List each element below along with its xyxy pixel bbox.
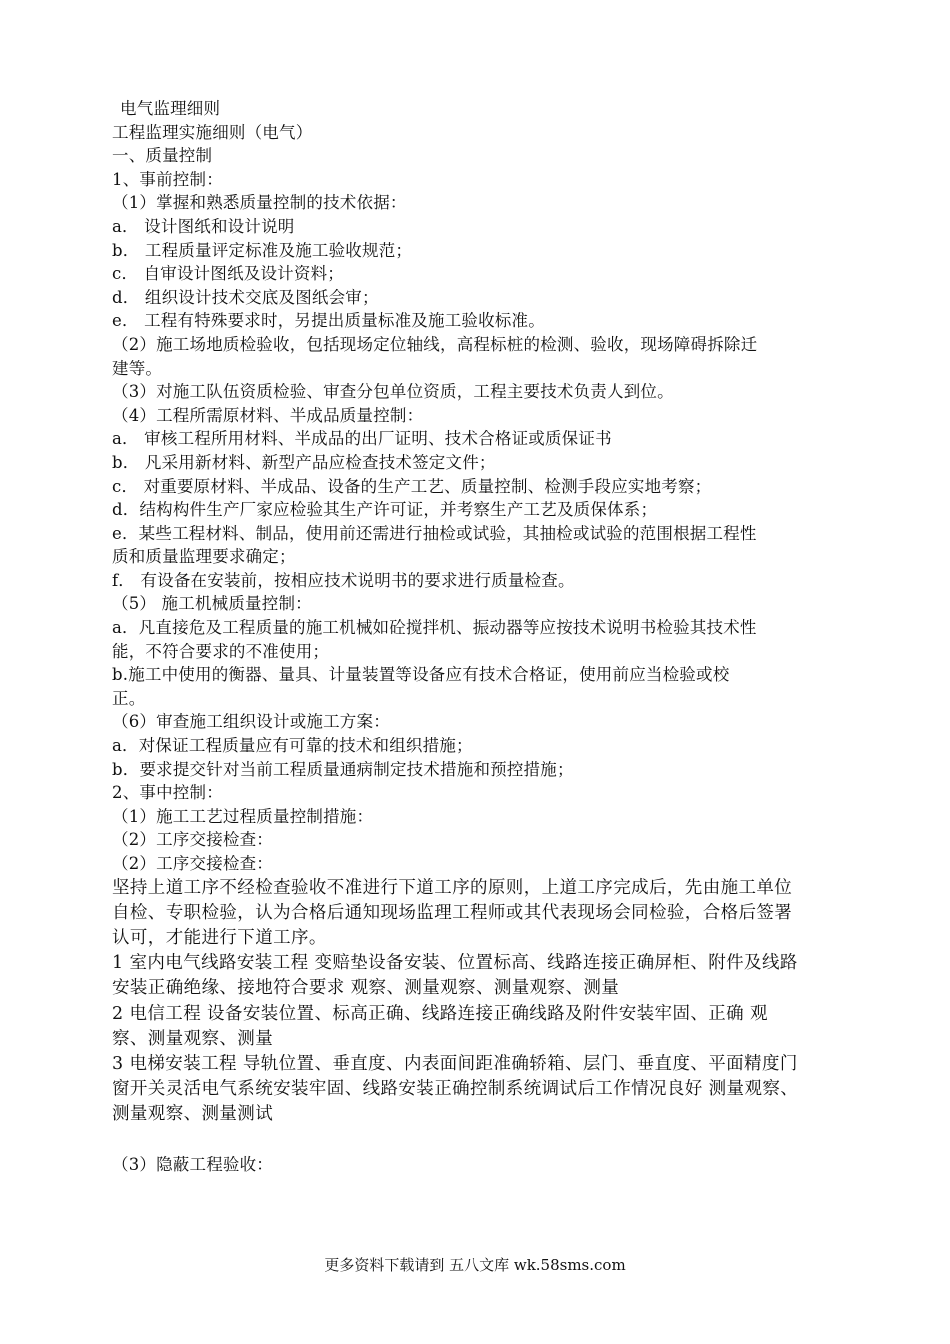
subsection-heading: 2、事中控制：: [112, 783, 223, 803]
text-line: （5） 施工机械质量控制：: [112, 594, 312, 614]
text-line: 建等。: [112, 358, 163, 378]
list-item: b．要求提交针对当前工程质量通病制定技术措施和预控措施；: [112, 759, 574, 779]
list-item: f． 有设备在安装前，按相应技术说明书的要求进行质量检查。: [112, 570, 575, 590]
blank-line: [112, 1128, 854, 1153]
document-subtitle: 工程监理实施细则（电气）: [112, 122, 313, 142]
list-item: d． 组织设计技术交底及图纸会审；: [112, 287, 379, 307]
list-item: b． 工程质量评定标准及施工验收规范；: [112, 240, 413, 260]
text-line: （2）工序交接检查：: [112, 830, 273, 850]
text-line: （6）审查施工组织设计或施工方案：: [112, 712, 390, 732]
paragraph-line: 自检、专职检验，认为合格后通知现场监理工程师或其代表现场会同检验，合格后签署: [112, 902, 793, 923]
list-item: a． 设计图纸和设计说明: [112, 216, 295, 236]
text-line: （2）工序交接检查：: [112, 854, 273, 873]
text-line: （3）对施工队伍资质检验、审查分包单位资质，工程主要技术负责人到位。: [112, 382, 674, 402]
document-title: 电气监理细则: [120, 99, 221, 118]
text-line: 能，不符合要求的不准使用；: [112, 641, 330, 661]
text-line: （4）工程所需原材料、半成品质量控制：: [112, 405, 424, 425]
paragraph-line: 认可，才能进行下道工序。: [112, 928, 327, 948]
list-item: c． 对重要原材料、半成品、设备的生产工艺、质量控制、检测手段应实地考察；: [112, 476, 712, 496]
list-item: c． 自审设计图纸及设计资料；: [112, 264, 344, 284]
paragraph-line: 窗开关灵活电气系统安装牢固、线路安装正确控制系统调试后工作情况良好 测量观察、: [112, 1079, 799, 1100]
text-line: 质和质量监理要求确定；: [112, 547, 296, 567]
text-line: （3）隐蔽工程验收：: [112, 1154, 273, 1174]
list-item: b． 凡采用新材料、新型产品应检查技术签定文件；: [112, 452, 496, 472]
text-line: （2）施工场地质检验收，包括现场定位轴线，高程标桩的检测、验收，现场障碍拆除迁: [112, 334, 758, 354]
paragraph-line: 察、测量观察、测量: [112, 1028, 274, 1049]
subsection-heading: 1、事前控制：: [112, 169, 223, 189]
paragraph-line: 安装正确绝缘、接地符合要求 观察、测量观察、测量观察、测量: [112, 978, 620, 999]
text-line: （1）施工工艺过程质量控制措施：: [112, 806, 374, 826]
list-item: d．结构构件生产厂家应检验其生产许可证，并考察生产工艺及质保体系；: [112, 500, 658, 520]
paragraph-line: 2 电信工程 设备安装位置、标高正确、线路连接正确线路及附件安装牢固、正确 观: [112, 1003, 768, 1024]
text-line: （1）掌握和熟悉质量控制的技术依据：: [112, 193, 407, 213]
list-item: e．某些工程材料、制品，使用前还需进行抽检或试验，其抽检或试验的范围根据工程性: [112, 523, 757, 543]
paragraph-line: 1 室内电气线路安装工程 变赔垫设备安装、位置标高、线路连接正确屏柜、附件及线路: [112, 953, 798, 974]
list-item: a． 审核工程所用材料、半成品的出厂证明、技术合格证或质保证书: [112, 429, 612, 449]
paragraph-line: 测量观察、测量测试: [112, 1104, 274, 1125]
footer-text: 更多资料下载请到 五八文库 wk.58sms.com: [324, 1256, 626, 1274]
paragraph-line: 3 电梯安装工程 导轨位置、垂直度、内表面间距准确轿箱、层门、垂直度、平面精度门: [112, 1054, 798, 1075]
paragraph-line: 坚持上道工序不经检查验收不准进行下道工序的原则，上道工序完成后，先由施工单位: [112, 877, 793, 898]
section-heading: 一、质量控制: [112, 146, 213, 166]
text-line: 正。: [112, 688, 146, 708]
list-item: e． 工程有特殊要求时，另提出质量标准及施工验收标准。: [112, 311, 545, 331]
list-item: a．凡直接危及工程质量的施工机械如砼搅拌机、振动器等应按技术说明书检验其技术性: [112, 618, 757, 638]
list-item: b.施工中使用的衡器、量具、计量装置等设备应有技术合格证，使用前应当检验或校: [112, 665, 730, 685]
list-item: a．对保证工程质量应有可靠的技术和组织措施；: [112, 736, 473, 756]
document-body: [112, 97, 854, 1176]
